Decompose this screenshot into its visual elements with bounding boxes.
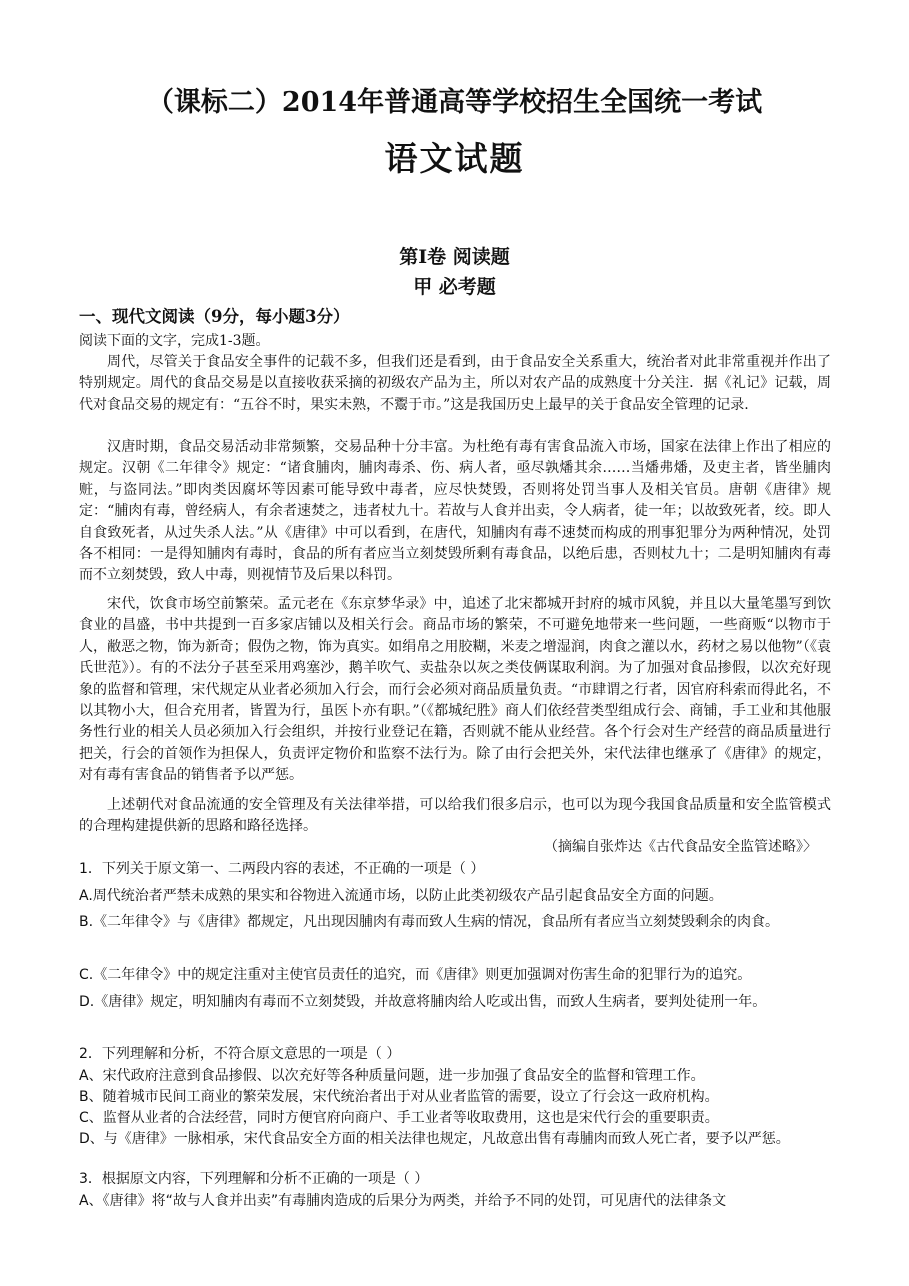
question-2-option-d: D、与《唐律》一脉相承，宋代食品安全方面的相关法律也规定，凡故意出售有毒脯肉而致人死亡者，要予以严惩。 — [79, 1131, 790, 1147]
passage-paragraph-2: 汉唐时期，食品交易活动非常频繁，交易品种十分丰富。为杜绝有毒有害食品流入市场，国家在法律上作出了相应的规定。汉朝《二年律令》规定：“诸食脯肉，脯肉毒杀、伤、病人者，亟尽孰燔其余……当燔弗燔，及吏主者，皆坐脯肉赃，与盗同法。”即肉类因腐坏等因素可能导致中毒者，应尽快焚毁，否则将处罚当事人及相关官员。唐朝《唐律》规定：“脯肉有毒，曾经病人，有余者速焚之，违者杖九十。若故与人食并出卖，令人病者，徒一年；以故致死者，绞。即人自食致死者，从过失杀人法。”从《唐律》中可以看到，在唐代，知脯肉有毒不速焚而构成的刑事犯罪分为两种情况，处罚各不相同：一是得知脯肉有毒时，食品的所有者应当立刻焚毁所剩有毒食品，以绝后患，否则杖九十；二是明知脯肉有毒而不立刻焚毁，致人中毒，则视情节及后果以科罚。 — [79, 439, 831, 584]
passage-paragraph-1: 周代，尽管关于食品安全事件的记载不多，但我们还是看到，由于食品安全关系重大，统治者对此非常重视并作出了特别规定。周代的食品交易是以直接收获采摘的初级农产品为主，所以对农产品的成熟度十分关注．据《礼记》记载，周代对食品交易的规定有：“五谷不时，果实未熟，不鬻于市。”这是我国历史上最早的关于食品安全管理的记录. — [79, 354, 831, 413]
passage-source: （摘编自张炸达《古代食品安全监管述略》〉 — [544, 839, 817, 855]
passage-paragraph-3: 宋代，饮食市场空前繁荣。孟元老在《东京梦华录》中，追述了北宋都城开封府的城市风貌，并且以大量笔墨写到饮食业的昌盛，书中共提到一百多家店铺以及相关行会。商品市场的繁荣，不可避免地带来一些问题，一些商贩“以物市于人，敝恶之物，饰为新奇；假伪之物，饰为真实。如绢帛之用胶糊，米麦之增湿润，肉食之灌以水，药材之易以他物”（《袁氏世范》）。有的不法分子甚至采用鸡塞沙，鹅羊吹气、卖盐杂以灰之类伎俩谋取利润。为了加强对食品掺假，以次充好现象的监督和管理，宋代规定从业者必须加入行会，而行会必须对商品质量负责。“市肆谓之行者，因官府科索而得此名，不以其物小大，但合充用者，皆置为行，虽医卜亦有职。”（《都城纪胜》商人们依经营类型组成行会、商铺，手工业和其他服务性行业的相关人员必须加入行会组织，并按行业登记在籍，否则就不能从业经营。各个行会对生产经营的商品质量进行把关，行会的首领作为担保人，负责评定物价和监察不法行为。除了由行会把关外，宋代法律也继承了《唐律》的规定，对有毒有害食品的销售者予以严惩。 — [79, 596, 831, 784]
passage-paragraph-4: 上述朝代对食品流通的安全管理及有关法律举措，可以给我们很多启示，也可以为现今我国食品质量和安全监管模式的合理构建提供新的思路和路径选择。 — [79, 797, 831, 835]
reading-instruction: 阅读下面的文字，完成1-3题。 — [79, 333, 270, 349]
question-2-option-b: B、随着城市民间工商业的繁荣发展，宋代统治者出于对从业者监管的需要，设立了行会这一政府机构。 — [79, 1089, 719, 1105]
question-1-option-a: A.周代统治者严禁未成熟的果实和谷物进入流通市场，以防止此类初级农产品引起食品安全方面的问题。 — [79, 888, 723, 904]
question-2-option-c: C、监督从业者的合法经营，同时方便官府向商户、手工业者等收取费用，这也是宋代行会的重要职责。 — [79, 1110, 719, 1126]
part-heading: 甲 必考题 — [413, 276, 496, 298]
volume-heading: 第Ⅰ卷 阅读题 — [399, 246, 510, 268]
question-1-stem: 1．下列关于原文第一、二两段内容的表述，不正确的一项是（ ） — [79, 861, 485, 877]
question-1-option-b: B.《二年律令》与《唐律》都规定，凡出现因脯肉有毒而致人生病的情况，食品所有者应当立刻焚毁剩余的肉食。 — [79, 914, 780, 930]
question-2-option-a: A、宋代政府注意到食品掺假、以次充好等各种质量问题，进一步加强了食品安全的监督和管理工作。 — [79, 1068, 705, 1084]
question-1-option-c: C.《二年律令》中的规定注重对主使官员责任的追究，而《唐律》则更加强调对伤害生命的犯罪行为的追究。 — [79, 967, 752, 983]
question-3-option-a: A、《唐律》将“故与人食并出卖”有毒脯肉造成的后果分为两类，并给予不同的处罚，可见唐代的法律条文 — [79, 1193, 727, 1209]
exam-title: （课标二）2014年普通高等学校招生全国统一考试 — [146, 87, 763, 118]
subject-title: 语文试题 — [384, 139, 525, 178]
question-3-stem: 3．根据原文内容，下列理解和分析不正确的一项是（ ） — [79, 1171, 429, 1187]
question-1-option-d: D.《唐律》规定，明知脯肉有毒而不立刻焚毁，并故意将脯肉给人吃或出售，而致人生病者，要判处徒刑一年。 — [79, 994, 767, 1010]
question-2-stem: 2．下列理解和分析，不符合原文意思的一项是（ ） — [79, 1046, 401, 1062]
section-heading: 一、现代文阅读（9分，每小题3分） — [79, 307, 350, 326]
